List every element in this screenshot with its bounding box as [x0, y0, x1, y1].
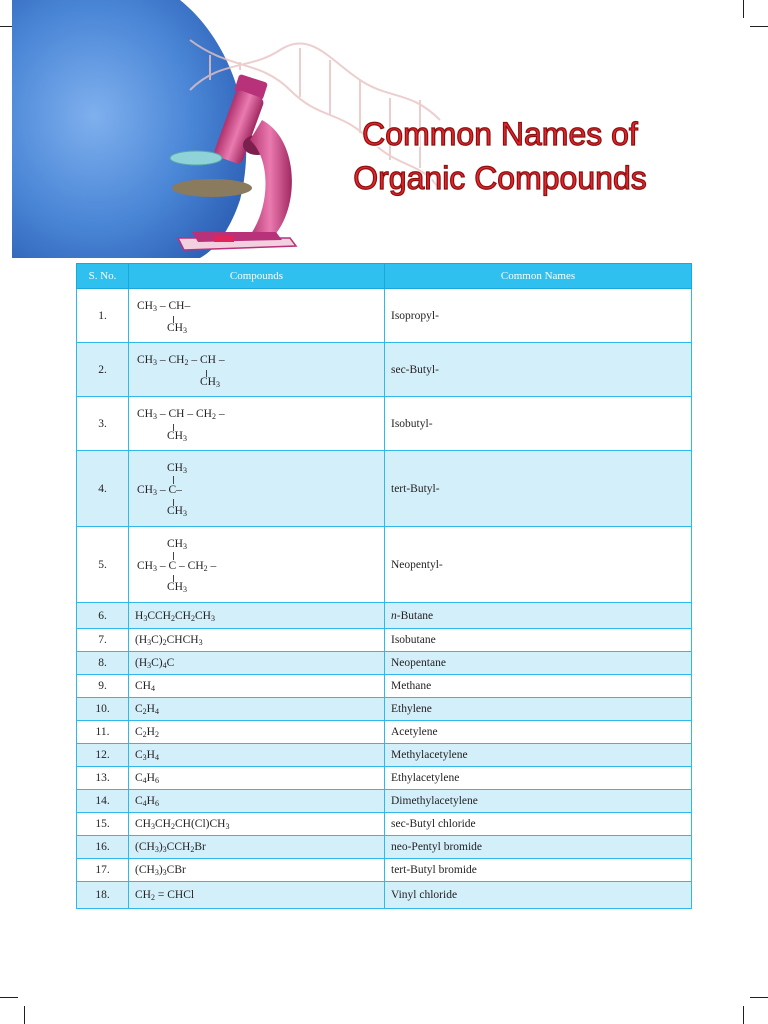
table-row [77, 652, 692, 675]
crop-mark [743, 1006, 744, 1024]
common-name: Vinyl chloride [385, 882, 692, 909]
compound-formula: $(CH_3)_3CCH_2Br$ [129, 836, 385, 859]
crop-mark [0, 997, 18, 998]
table-row [77, 721, 692, 744]
common-name: Neopentyl- [385, 527, 692, 603]
serial-number: 8. [77, 652, 129, 675]
table-row [77, 629, 692, 652]
serial-number: 16. [77, 836, 129, 859]
compound-formula: $CH_3$ $CH_3$ – C – $CH_2$ – $CH_3$ [129, 527, 385, 603]
serial-number: 12. [77, 744, 129, 767]
compound-formula: $CH_3CH_2CH(Cl)CH_3$ [129, 813, 385, 836]
table-row [77, 675, 692, 698]
serial-number: 17. [77, 859, 129, 882]
serial-number: 11. [77, 721, 129, 744]
serial-number: 13. [77, 767, 129, 790]
page-title [300, 112, 700, 200]
compound-formula: $C_3H_4$ [129, 744, 385, 767]
serial-number: 1. [77, 289, 129, 343]
compound-formula: $(H_3C)_4C$ [129, 652, 385, 675]
common-name: n-Butane [385, 603, 692, 629]
common-name: neo-Pentyl bromide [385, 836, 692, 859]
header-common-names: Common Names [385, 264, 692, 289]
compound-formula: $C_2H_4$ [129, 698, 385, 721]
compound-formula: $C_4H_6$ [129, 767, 385, 790]
common-name: tert-Butyl bromide [385, 859, 692, 882]
common-name: Acetylene [385, 721, 692, 744]
compound-formula: $CH_3$ $CH_3 - C-$ $CH_3$ [129, 451, 385, 527]
table-row [77, 603, 692, 629]
table-row [77, 836, 692, 859]
compound-formula: $CH_3 - CH-$ $CH_3$ [129, 289, 385, 343]
table-row [77, 343, 692, 397]
crop-mark [750, 997, 768, 998]
common-name: sec-Butyl- [385, 343, 692, 397]
compound-formula: $(CH_3)_3CBr$ [129, 859, 385, 882]
common-name: Methylacetylene [385, 744, 692, 767]
common-name: Ethylacetylene [385, 767, 692, 790]
table-row [77, 790, 692, 813]
table-row [77, 767, 692, 790]
serial-number: 3. [77, 397, 129, 451]
table-header-row [77, 264, 692, 289]
common-name: Dimethylacetylene [385, 790, 692, 813]
common-name: sec-Butyl chloride [385, 813, 692, 836]
compound-formula: $CH_2$ = CHCl [129, 882, 385, 909]
table-row [77, 397, 692, 451]
table-row [77, 527, 692, 603]
serial-number: 10. [77, 698, 129, 721]
table-row [77, 882, 692, 909]
table-row [77, 698, 692, 721]
header-compounds: Compounds [129, 264, 385, 289]
compound-formula: $(H_3C)_2CHCH_3$ [129, 629, 385, 652]
title-line-1: Common Names of [362, 116, 638, 152]
common-name: Isobutyl- [385, 397, 692, 451]
compounds-table [76, 263, 692, 909]
header-sno: S. No. [77, 264, 129, 289]
compound-formula: $H_3CCH_2CH_2CH_3$ [129, 603, 385, 629]
serial-number: 18. [77, 882, 129, 909]
blue-globe [12, 0, 246, 258]
table-row [77, 744, 692, 767]
compound-formula: $CH_3$ – CH – $CH_2$ – $CH_3$ [129, 397, 385, 451]
common-name: tert-Butyl- [385, 451, 692, 527]
compound-formula: $C_2H_2$ [129, 721, 385, 744]
serial-number: 15. [77, 813, 129, 836]
serial-number: 9. [77, 675, 129, 698]
compound-formula: $CH_3 - CH_2$ – CH – $CH_3$ [129, 343, 385, 397]
serial-number: 14. [77, 790, 129, 813]
serial-number: 7. [77, 629, 129, 652]
common-name: Isobutane [385, 629, 692, 652]
serial-number: 6. [77, 603, 129, 629]
title-line-2: Organic Compounds [353, 160, 647, 196]
serial-number: 5. [77, 527, 129, 603]
serial-number: 2. [77, 343, 129, 397]
table-row [77, 813, 692, 836]
table-row [77, 451, 692, 527]
serial-number: 4. [77, 451, 129, 527]
common-name: Methane [385, 675, 692, 698]
crop-mark [24, 1006, 25, 1024]
common-name: Ethylene [385, 698, 692, 721]
table-row [77, 859, 692, 882]
table-row [77, 289, 692, 343]
compound-formula: $CH_4$ [129, 675, 385, 698]
common-name: Isopropyl- [385, 289, 692, 343]
common-name: Neopentane [385, 652, 692, 675]
compound-formula: $C_4H_6$ [129, 790, 385, 813]
